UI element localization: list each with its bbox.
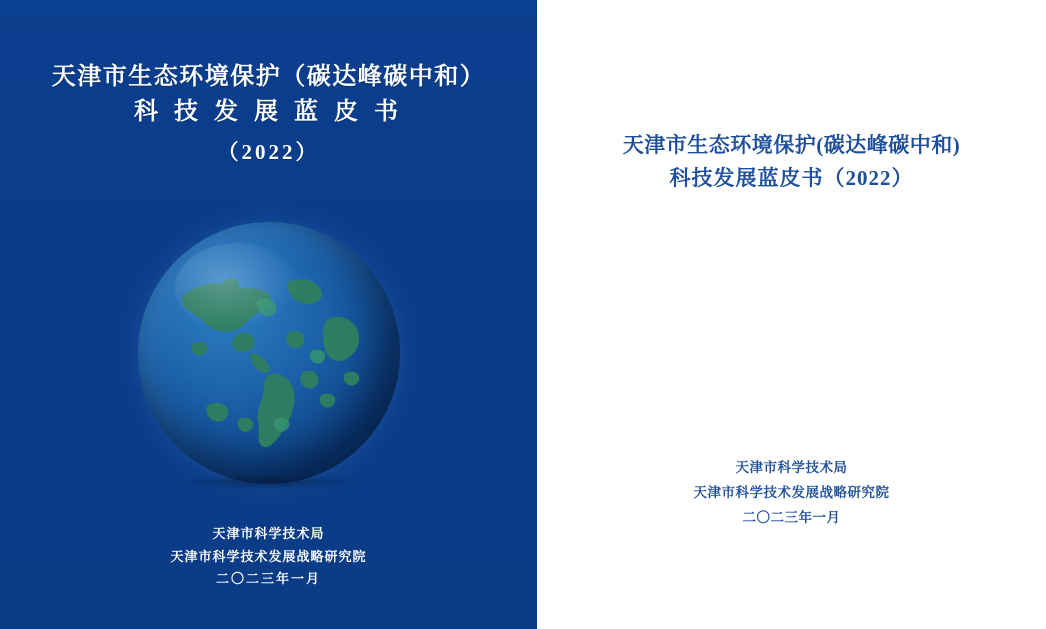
cover-publisher-line-2: 天津市科学技术发展战略研究院	[170, 548, 367, 564]
cover-title-line-2: 科 技 发 展 蓝 皮 书	[134, 99, 403, 125]
cover-title	[0, 62, 537, 173]
cover-publisher	[0, 523, 537, 591]
cover-title-line-1: 天津市生态环境保护（碳达峰碳中和）	[51, 64, 486, 90]
cover-publisher-line-1: 天津市科学技术局	[212, 525, 325, 541]
title-page-publisher-line-1: 天津市科学技术局	[735, 460, 848, 475]
title-page-title-line-1: 天津市生态环境保护(碳达峰碳中和)	[622, 133, 961, 157]
globe-shadow	[175, 474, 364, 490]
globe-illustration	[138, 222, 400, 484]
title-page-title-line-2: 科技发展蓝皮书（2022）	[669, 166, 914, 191]
title-page-date: 二〇二三年一月	[742, 509, 841, 525]
book-title-page	[537, 0, 1046, 629]
title-page-publisher	[537, 456, 1046, 531]
cover-date: 二〇二三年一月	[215, 571, 321, 587]
cover-title-year: （2022）	[217, 139, 320, 164]
title-page-title	[537, 132, 1046, 199]
title-page-publisher-line-2: 天津市科学技术发展战略研究院	[693, 484, 890, 500]
globe-continents-icon	[138, 222, 400, 484]
globe-icon	[138, 222, 400, 484]
